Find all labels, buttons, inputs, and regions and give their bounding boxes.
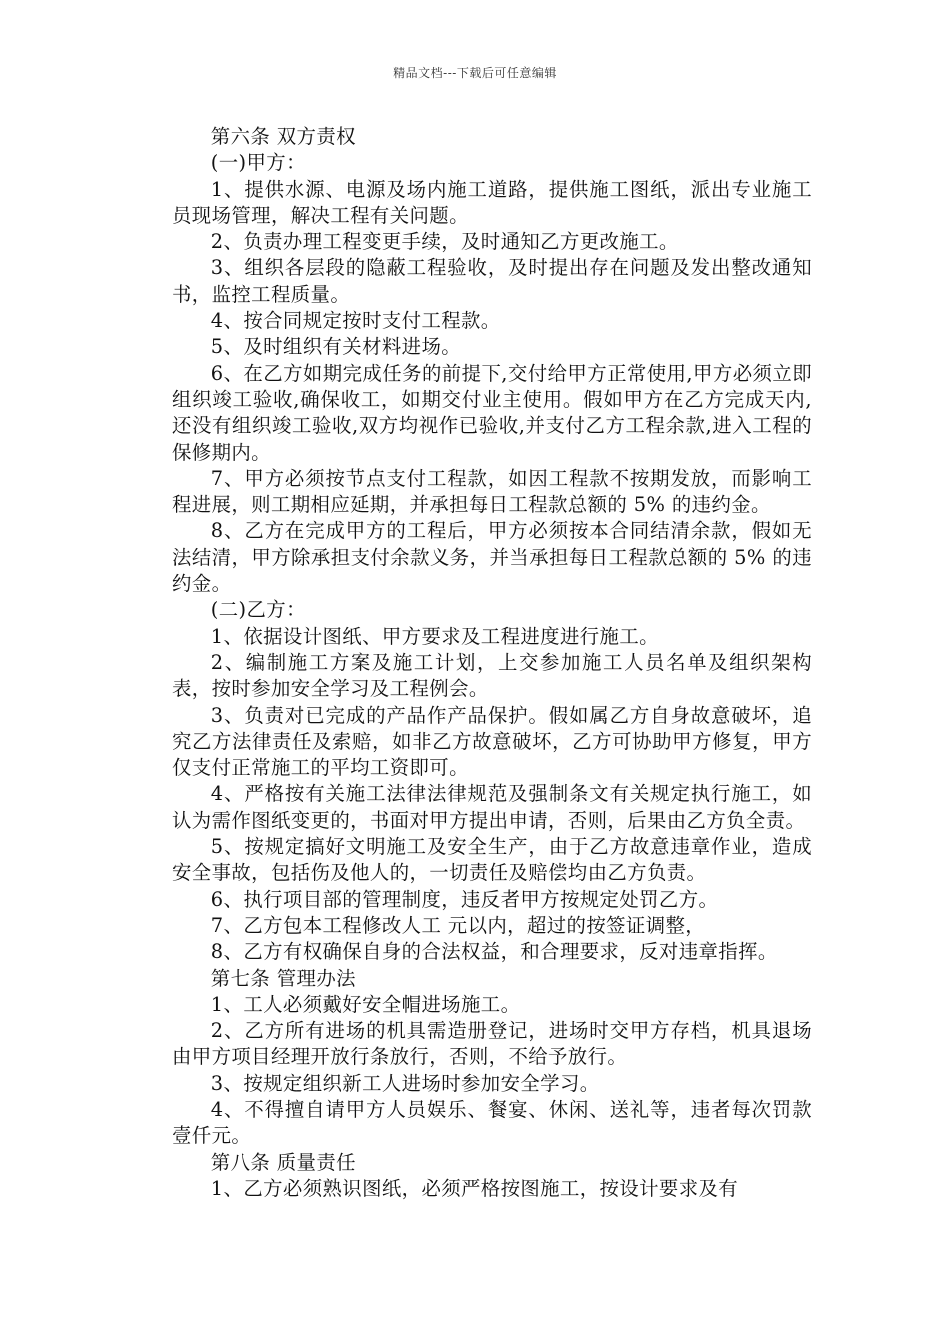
document-body (172, 124, 812, 1202)
section-heading-6: 第六条 双方责权 (210, 125, 356, 148)
clause-paragraph: 7、甲方必须按节点支付工程款，如因工程款不按期发放，而影响工程进展，则工期相应延期，并承担每日工程款总额的 5% 的违约金。 (172, 466, 812, 517)
clause-paragraph: 1、工人必须戴好安全帽进场施工。 (210, 992, 521, 1016)
clause-paragraph: 4、不得擅自请甲方人员娱乐、餐宴、休闲、送礼等，违者每次罚款壹仟元。 (172, 1097, 812, 1148)
clause-paragraph: 2、乙方所有进场的机具需造册登记，进场时交甲方存档，机具退场由甲方项目经理开放行条放行，否则，不给予放行。 (172, 1019, 812, 1069)
clause-paragraph: 2、编制施工方案及施工计划，上交参加施工人员名单及组织架构表，按时参加安全学习及工程例会。 (172, 650, 812, 701)
clause-paragraph: 6、在乙方如期完成任务的前提下,交付给甲方正常使用,甲方必须立即组织竣工验收,确保收工，如期交付业主使用。假如甲方在乙方完成天内,还没有组织竣工验收,双方均视作已验收,并支付乙方工程余款,进入工程的保修期内。 (172, 361, 812, 464)
clause-paragraph: 8、乙方有权确保自身的合法权益，和合理要求，反对违章指挥。 (210, 940, 778, 964)
clause-paragraph: 3、组织各层段的隐蔽工程验收，及时提出存在问题及发出整改通知书，监控工程质量。 (172, 256, 812, 306)
clause-paragraph: 1、提供水源、电源及场内施工道路，提供施工图纸，派出专业施工员现场管理，解决工程有关问题。 (172, 177, 812, 227)
clause-paragraph: 1、依据设计图纸、甲方要求及工程进度进行施工。 (210, 624, 659, 648)
clause-paragraph: 4、严格按有关施工法律法律规范及强制条文有关规定执行施工，如认为需作图纸变更的，书面对甲方提出申请，否则，后果由乙方负全责。 (172, 782, 812, 832)
page-header: 精品文档---下载后可任意编辑 (393, 66, 557, 80)
clause-paragraph: 3、负责对已完成的产品作产品保护。假如属乙方自身故意破坏，追究乙方法律责任及索赔，如非乙方故意破坏，乙方可协助甲方修复，甲方仅支付正常施工的平均工资即可。 (172, 703, 812, 780)
clause-paragraph: 2、负责办理工程变更手续，及时通知乙方更改施工。 (210, 230, 679, 254)
section-heading-7: 第七条 管理办法 (210, 966, 356, 990)
clause-paragraph: 4、按合同规定按时支付工程款。 (210, 309, 501, 333)
subsection-heading-party-a: (一)甲方： (210, 151, 306, 175)
section-heading-8: 第八条 质量责任 (210, 1150, 356, 1174)
clause-paragraph: 6、执行项目部的管理制度，违反者甲方按规定处罚乙方。 (210, 887, 719, 911)
clause-paragraph: 3、按规定组织新工人进场时参加安全学习。 (210, 1071, 600, 1095)
clause-paragraph: 7、乙方包本工程修改人工 元以内，超过的按签证调整， (210, 913, 706, 937)
subsection-heading-party-b: (二)乙方： (210, 598, 306, 622)
clause-paragraph: 5、及时组织有关材料进场。 (210, 335, 462, 359)
clause-paragraph: 1、乙方必须熟识图纸，必须严格按图施工，按设计要求及有 (210, 1176, 739, 1200)
clause-paragraph: 8、乙方在完成甲方的工程后，甲方必须按本合同结清余款，假如无法结清，甲方除承担支付余款义务，并当承担每日工程款总额的 5% 的违约金。 (172, 519, 812, 596)
clause-paragraph: 5、按规定搞好文明施工及安全生产，由于乙方故意违章作业，造成安全事故，包括伤及他人的，一切责任及赔偿均由乙方负责。 (172, 835, 812, 885)
